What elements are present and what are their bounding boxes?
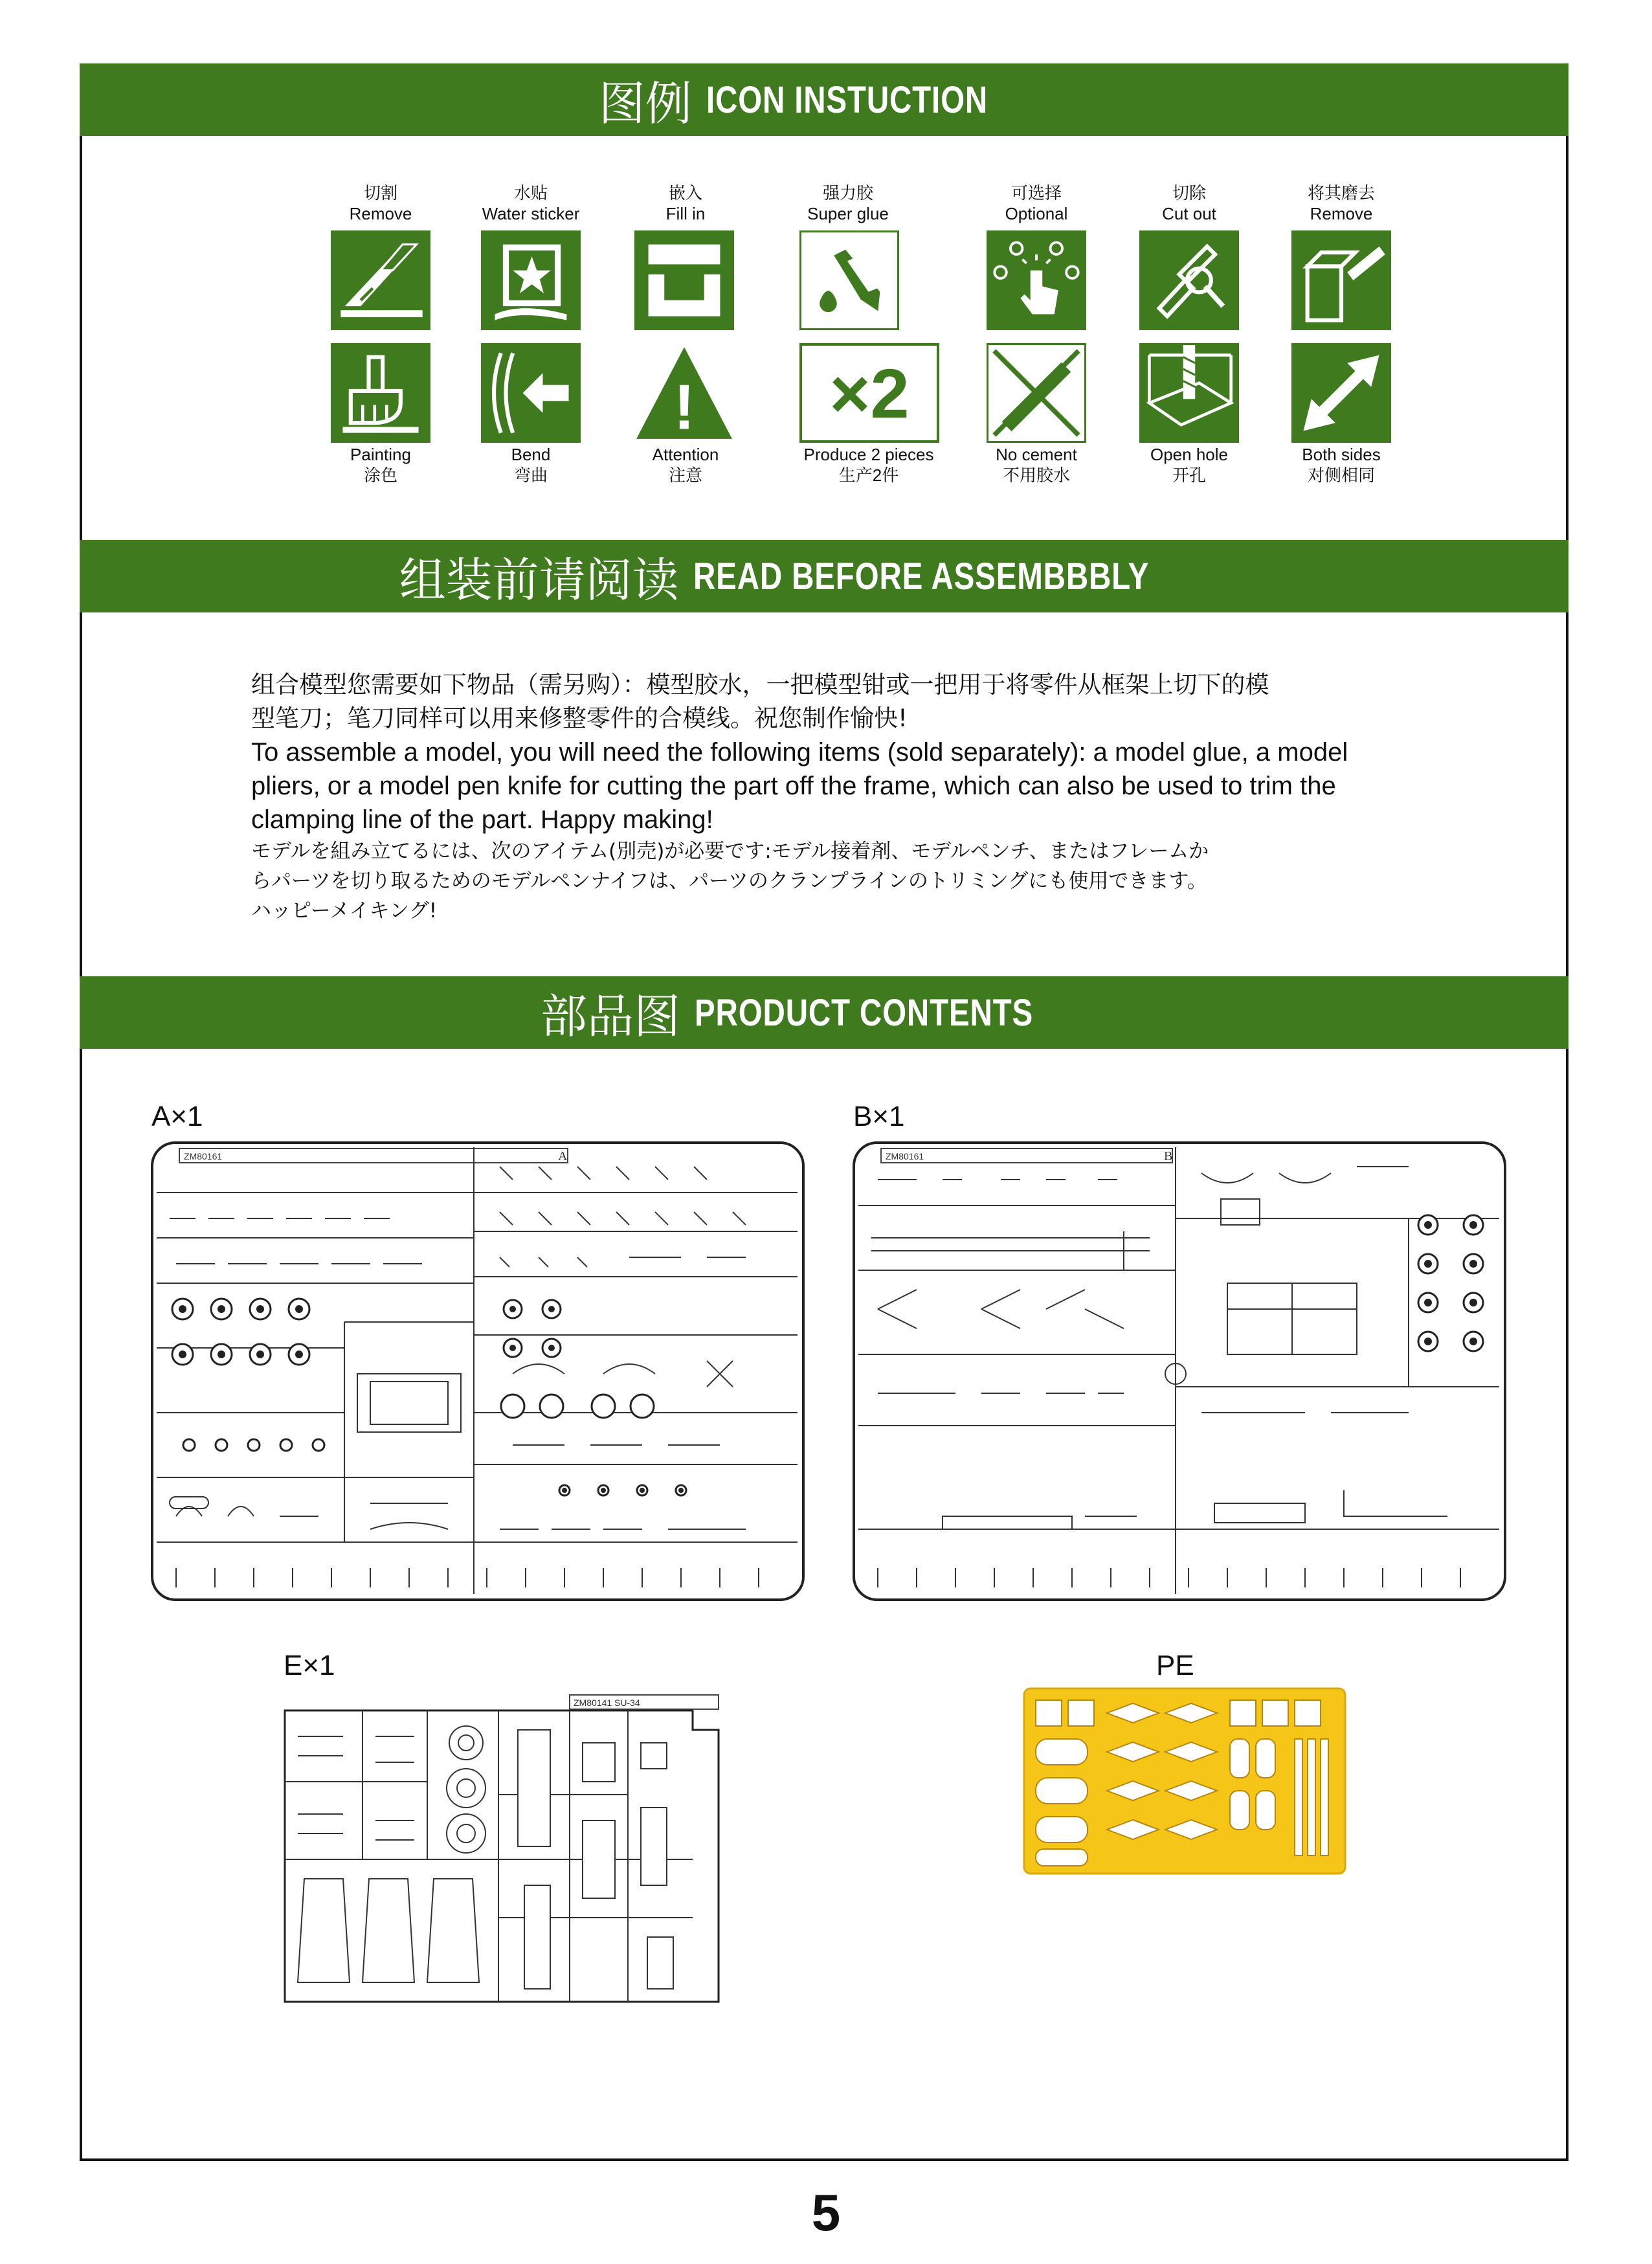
sprue-b-letter: B xyxy=(1164,1149,1173,1163)
product-contents-header xyxy=(80,976,1568,1049)
both-sides-icon xyxy=(1291,343,1391,443)
icon-label-open-hole xyxy=(1111,444,1267,486)
section-title-zh: 组装前请阅读 xyxy=(399,553,679,607)
icon-instruction-header xyxy=(80,63,1568,136)
icon-label-en: Open hole xyxy=(1150,445,1228,464)
icon-label-super-glue xyxy=(770,183,926,224)
sprue-a-code: ZM80161 xyxy=(184,1151,223,1161)
icon-label-zh: 注意 xyxy=(668,465,702,485)
sprue-a-label: A×1 xyxy=(151,1101,203,1132)
attention-icon xyxy=(634,343,734,443)
icon-label-en: Both sides xyxy=(1302,445,1381,464)
icon-label-zh: 切除 xyxy=(1172,183,1206,203)
icon-label-zh: 嵌入 xyxy=(668,183,702,203)
icon-label-en: Cut out xyxy=(1162,204,1216,223)
icon-label-en: Remove xyxy=(1310,204,1373,223)
section-title-zh: 图例 xyxy=(598,76,692,131)
icon-label-remove-sand xyxy=(1264,183,1419,224)
paint-brush-icon xyxy=(331,343,430,443)
icon-label-fill-in xyxy=(608,183,763,224)
sprue-e-label: E×1 xyxy=(284,1650,335,1681)
icon-label-zh: 弯曲 xyxy=(513,465,548,485)
section-title-en: PRODUCT CONTENTS xyxy=(695,991,1034,1034)
bend-icon xyxy=(481,343,581,443)
icon-label-en: Attention xyxy=(652,445,719,464)
icon-label-en: Fill in xyxy=(665,204,706,223)
icon-label-en: No cement xyxy=(996,445,1077,464)
read-ja-line-1: モデルを組み立てるには、次のアイテム(別売)が必要です:モデル接着剤、モデルペンチ、またはフレームか xyxy=(251,840,1209,863)
icon-label-painting xyxy=(303,444,458,486)
attention-glyph: ! xyxy=(673,371,695,443)
icon-label-zh: 涂色 xyxy=(363,465,397,485)
read-zh-line-2: 型笔刀；笔刀同样可以用来修整零件的合模线。祝您制作愉快! xyxy=(251,704,908,732)
icon-label-zh: 将其磨去 xyxy=(1307,183,1375,203)
read-ja-line-3: ハッピーメイキング! xyxy=(251,899,438,923)
water-sticker-icon xyxy=(481,230,581,330)
page-number: 5 xyxy=(811,2184,841,2241)
sprue-b-code: ZM80161 xyxy=(886,1151,924,1161)
icon-label-en: Remove xyxy=(349,204,412,223)
read-en-line-1: To assemble a model, you will need the following items (sold separately): a model glue, a model xyxy=(251,738,1348,767)
icon-label-zh: 不用胶水 xyxy=(1002,465,1070,485)
icon-label-produce-2 xyxy=(791,444,946,486)
read-before-header xyxy=(80,540,1568,612)
icon-label-bend xyxy=(453,444,608,486)
open-hole-icon xyxy=(1139,343,1239,443)
icon-label-cut-out xyxy=(1111,183,1267,224)
read-zh-line-1: 组合模型您需要如下物品（需另购）：模型胶水，一把模型钳或一把用于将零件从框架上切下的模 xyxy=(251,671,1269,699)
sprue-e-code: ZM80141 SU-34 xyxy=(574,1698,640,1708)
icon-label-en: Bend xyxy=(511,445,551,464)
sprue-pe-label: PE xyxy=(1156,1650,1194,1681)
produce-two-glyph: ×2 xyxy=(829,353,910,432)
cutter-icon xyxy=(1139,230,1239,330)
section-title-en: READ BEFORE ASSEMBBBLY xyxy=(693,555,1149,598)
pe-fret-diagram xyxy=(1023,1687,1346,1875)
read-ja-line-2: らパーツを切り取るためのモデルペンナイフは、パーツのクランプラインのトリミングにも使用できます。 xyxy=(251,869,1207,893)
icon-label-zh: 强力胶 xyxy=(822,183,873,203)
knife-cut-icon xyxy=(331,230,430,330)
fill-in-icon xyxy=(634,230,734,330)
icon-label-en: Super glue xyxy=(807,204,889,223)
sprue-e-diagram xyxy=(278,1691,725,2015)
icon-label-en: Produce 2 pieces xyxy=(803,445,934,464)
icon-label-en: Water sticker xyxy=(482,204,580,223)
icon-label-optional xyxy=(959,183,1114,224)
icon-label-zh: 水贴 xyxy=(513,183,548,203)
icon-label-attention xyxy=(608,444,763,486)
icon-label-zh: 生产2件 xyxy=(838,465,899,485)
sprue-b-label: B×1 xyxy=(853,1101,905,1132)
sprue-b-diagram xyxy=(852,1141,1507,1602)
icon-label-en: Painting xyxy=(350,445,411,464)
icon-label-no-cement xyxy=(959,444,1114,486)
read-en-line-3: clamping line of the part. Happy making! xyxy=(251,805,713,834)
sprue-a-letter: A xyxy=(558,1149,568,1163)
read-en-line-2: pliers, or a model pen knife for cutting the part off the frame, which can also be used to trim the xyxy=(251,772,1336,800)
sand-off-icon xyxy=(1291,230,1391,330)
icon-label-remove xyxy=(303,183,458,224)
optional-icon xyxy=(987,230,1086,330)
produce-two-icon xyxy=(799,343,939,443)
no-cement-icon xyxy=(987,343,1086,443)
section-title-zh: 部品图 xyxy=(541,989,681,1044)
icon-label-both-sides xyxy=(1264,444,1419,486)
icon-label-en: Optional xyxy=(1005,204,1068,223)
sprue-a-diagram xyxy=(150,1141,805,1602)
icon-label-zh: 切割 xyxy=(363,183,397,203)
icon-label-water-sticker xyxy=(453,183,608,224)
icon-label-zh: 对侧相同 xyxy=(1307,465,1375,485)
super-glue-icon xyxy=(799,230,899,330)
section-title-en: ICON INSTUCTION xyxy=(706,78,988,121)
read-before-text xyxy=(251,668,1416,926)
icon-label-zh: 可选择 xyxy=(1010,183,1062,203)
icon-label-zh: 开孔 xyxy=(1172,465,1206,485)
